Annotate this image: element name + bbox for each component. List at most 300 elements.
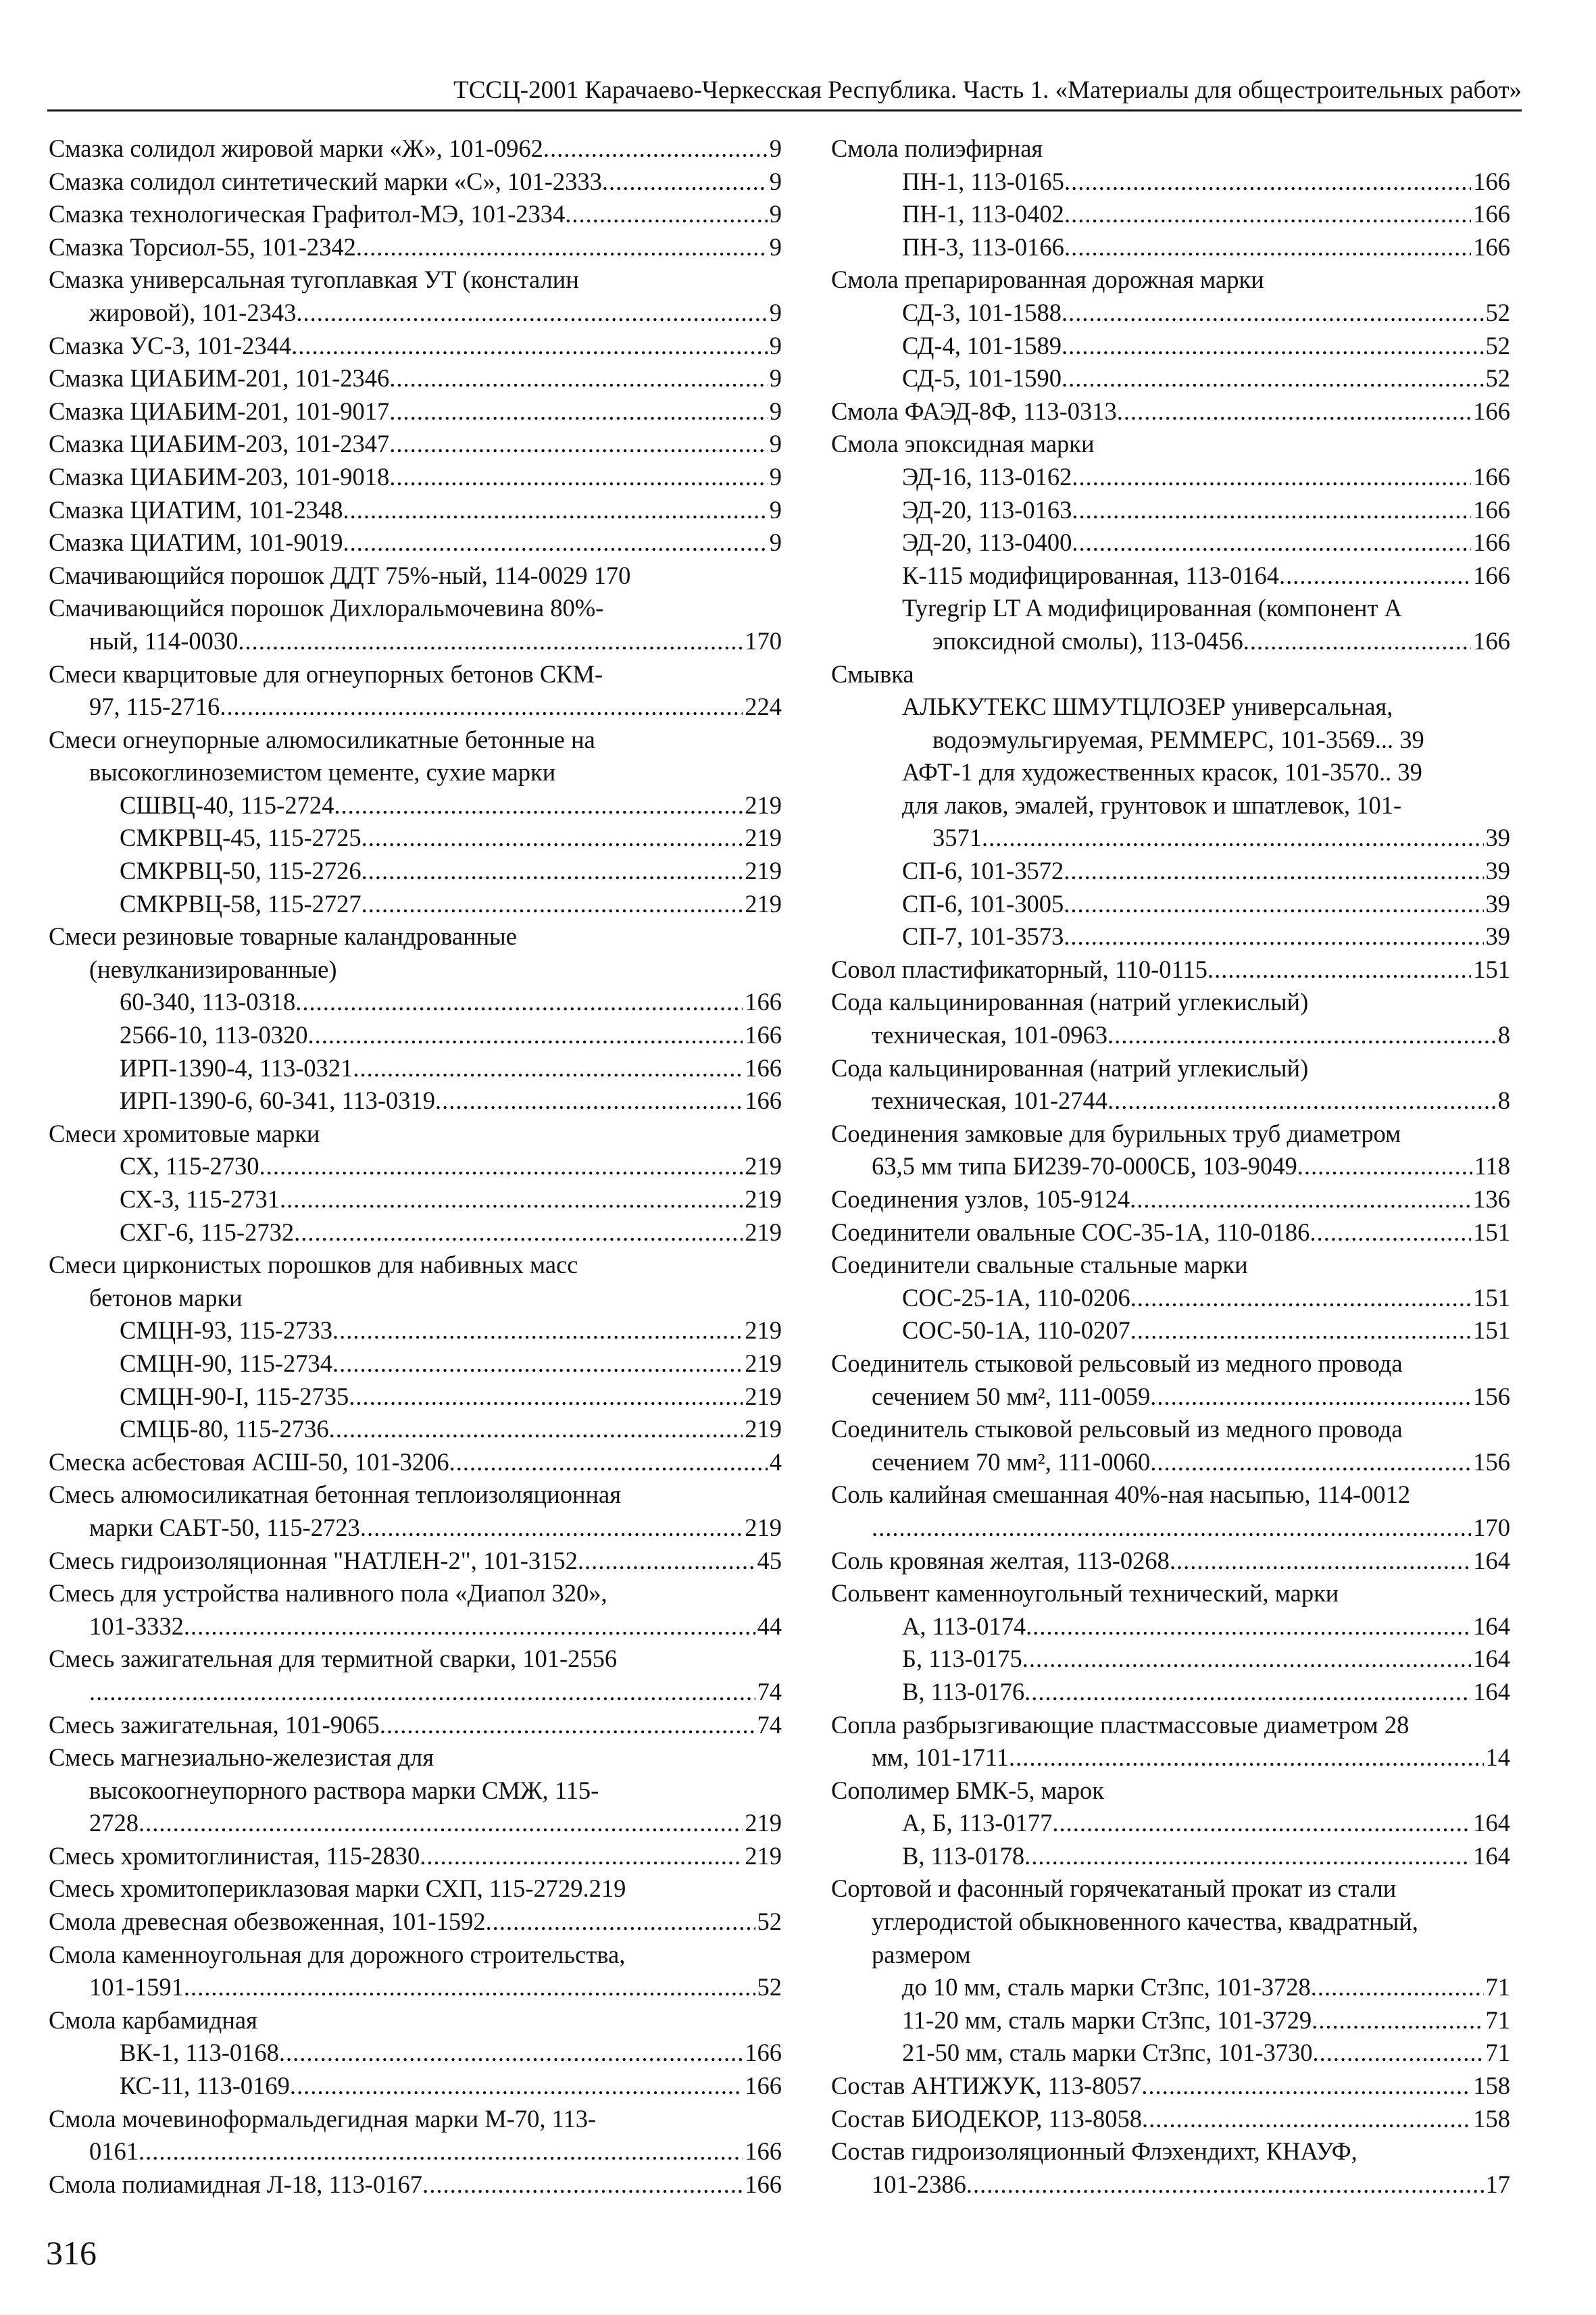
page-ref: 9 — [769, 134, 782, 162]
index-line — [49, 1971, 782, 2004]
page-ref: 17 — [1485, 2170, 1510, 2198]
page-ref: 39 — [1485, 889, 1510, 918]
page-ref: 9 — [769, 232, 782, 261]
entry-text: Сода кальцинированная (натрий углекислый) — [831, 1053, 1309, 1082]
entry-text: К-115 модифицированная, 113-0164 — [902, 561, 1279, 589]
entry-text: СОС-25-1А, 110-0206 — [902, 1283, 1130, 1312]
page-ref: 74 — [757, 1710, 782, 1739]
index-entry — [831, 1709, 1510, 1774]
entry-text: Смола препарированная дорожная марки — [831, 266, 1264, 294]
index-entry — [831, 2070, 1510, 2103]
entry-text: Смазка ЦИАТИМ, 101-9019 — [49, 528, 343, 557]
index-entry — [49, 1840, 782, 1873]
entry-text: В, 113-0178 — [902, 1841, 1025, 1870]
entry-text: ЭД-20, 113-0400 — [902, 528, 1072, 557]
entry-text: 60-340, 113-0318 — [120, 988, 296, 1016]
dot-leader — [332, 1314, 743, 1347]
index-entry — [831, 1545, 1510, 1578]
entry-text: СД-3, 101-1588 — [902, 298, 1062, 326]
entry-text: водоэмульгируемая, РЕММЕРС, 101-3569... 39 — [932, 725, 1424, 753]
dot-leader — [1141, 2070, 1471, 2103]
entry-text: Сода кальцинированная (натрий углекислый) — [831, 988, 1309, 1016]
index-line — [831, 1216, 1510, 1249]
entry-text: Смесь хромитоглинистая, 115-2830 — [49, 1841, 420, 1870]
index-line — [831, 2004, 1510, 2037]
page-ref: 136 — [1473, 1185, 1510, 1213]
page-ref: 52 — [1485, 331, 1510, 359]
index-entry — [831, 1347, 1510, 1413]
dot-leader — [1312, 2004, 1483, 2037]
entry-text: Смазка УС-3, 101-2344 — [49, 331, 292, 359]
page-ref: 158 — [1473, 2072, 1510, 2100]
index-entry — [831, 1249, 1510, 1282]
index-entry — [831, 198, 1510, 231]
dot-leader — [296, 297, 767, 330]
entry-text: техническая, 101-0963 — [872, 1021, 1107, 1049]
entry-text: Tyregrip LT A модифицированная (компонент А — [902, 594, 1402, 622]
page-ref: 158 — [1473, 2104, 1510, 2133]
index-line — [831, 855, 1510, 888]
entry-text: 63,5 мм типа БИ239-70-000СБ, 103-9049 — [872, 1152, 1297, 1180]
page-ref: 9 — [769, 331, 782, 359]
dot-leader — [259, 1150, 743, 1183]
dot-leader — [1072, 461, 1471, 494]
index-entry — [49, 1150, 782, 1183]
index-line — [831, 231, 1510, 264]
dot-leader — [220, 691, 743, 724]
index-entry — [49, 1709, 782, 1742]
page-ref: 52 — [757, 1973, 782, 2001]
dot-leader — [1312, 2037, 1483, 2070]
dot-leader — [1130, 1314, 1472, 1347]
page-ref: 166 — [1473, 626, 1510, 655]
page-ref: 9 — [769, 364, 782, 393]
entry-text: до 10 мм, сталь марки Ст3пс, 101-3728 — [902, 1973, 1311, 2001]
dot-leader — [361, 855, 743, 888]
entry-text: Смазка солидол синтетический марки «С», 101-2333 — [49, 167, 602, 195]
page-ref: 151 — [1473, 1283, 1510, 1312]
entry-text: Смеси резиновые товарные каландрованные — [49, 922, 517, 951]
page-ref: 219 — [745, 1809, 782, 1837]
dot-leader — [1310, 1216, 1471, 1249]
index-column-right — [831, 132, 1510, 2201]
header-rule — [47, 109, 1522, 111]
index-line — [49, 1380, 782, 1414]
index-line — [49, 1906, 782, 1939]
index-entry — [49, 1216, 782, 1249]
index-line — [49, 1413, 782, 1446]
index-line — [831, 2070, 1510, 2103]
entry-text: Смазка универсальная тугоплавкая УТ (консталин — [49, 266, 579, 294]
entry-text: Сополимер БМК-5, марок — [831, 1776, 1105, 1804]
entry-text: СОС-50-1А, 110-0207 — [902, 1316, 1130, 1345]
dot-leader — [279, 2037, 743, 2070]
entry-text: Смола полиамидная Л-18, 113-0167 — [49, 2170, 423, 2198]
index-entry — [49, 1939, 782, 2004]
entry-text: Соединители овальные СОС-35-1А, 110-0186 — [831, 1218, 1310, 1246]
index-entry — [49, 1478, 782, 1544]
entry-text: Смачивающийся порошок Дихлоральмочевина 80%- — [49, 594, 604, 622]
entry-text: Сольвент каменноугольный технический, марки — [831, 1579, 1339, 1608]
entry-text: Смачивающийся порошок ДДТ 75%-ный, 114-0029 170 — [49, 561, 631, 589]
dot-leader — [1297, 1150, 1472, 1183]
entry-text: высокоогнеупорного раствора марки СМЖ, 115- — [89, 1776, 599, 1804]
entry-text: 0161 — [89, 2137, 139, 2166]
index-line — [831, 297, 1510, 330]
dot-leader — [139, 1807, 743, 1840]
page-ref: 39 — [1485, 857, 1510, 885]
index-entry — [49, 428, 782, 461]
entry-text: Смазка ЦИАТИМ, 101-2348 — [49, 495, 343, 524]
page-ref: 170 — [745, 626, 782, 655]
index-entry — [49, 855, 782, 888]
index-line — [831, 1282, 1510, 1315]
index-line — [49, 691, 782, 724]
index-entry — [831, 888, 1510, 921]
entry-text: Смола каменноугольная для дорожного строительства, — [49, 1940, 626, 1968]
index-entry — [831, 1872, 1510, 1971]
index-line — [49, 1807, 782, 1840]
dot-leader — [295, 986, 743, 1019]
index-entry — [831, 494, 1510, 527]
dot-leader — [389, 461, 768, 494]
index-line — [831, 1741, 1510, 1774]
index-line — [831, 1019, 1510, 1052]
index-line — [831, 1676, 1510, 1709]
page-ref: 166 — [1473, 495, 1510, 524]
index-line — [49, 1512, 782, 1545]
index-entry — [49, 559, 782, 593]
index-entry — [831, 1840, 1510, 1873]
dot-leader — [543, 132, 768, 166]
dot-leader — [1064, 888, 1483, 921]
page-ref: 219 — [745, 1218, 782, 1246]
index-entry — [831, 132, 1510, 166]
index-line — [831, 920, 1510, 953]
entry-text: 11-20 мм, сталь марки Ст3пс, 101-3729 — [902, 2006, 1312, 2034]
running-header: ТССЦ-2001 Карачаево-Черкесская Республика. Часть 1. «Материалы для общестроительных работ» — [453, 76, 1522, 104]
entry-text: СП-6, 101-3005 — [902, 889, 1064, 918]
index-entry — [831, 2004, 1510, 2037]
index-line — [49, 625, 782, 658]
entry-text: ЭД-20, 113-0163 — [902, 495, 1072, 524]
page-ref: 4 — [769, 1447, 782, 1476]
entry-text: Смеси кварцитовые для огнеупорных бетонов СКМ- — [49, 659, 603, 688]
index-line — [49, 461, 782, 494]
index-line — [49, 1150, 782, 1183]
entry-text: АФТ-1 для художественных красок, 101-3570.. 39 — [902, 758, 1422, 787]
entry-text: ПН-3, 113-0166 — [902, 232, 1064, 261]
index-entry — [49, 1413, 782, 1446]
page-ref: 164 — [1473, 1841, 1510, 1870]
dot-leader — [1064, 198, 1471, 231]
index-entry — [831, 658, 1510, 691]
page-ref: 219 — [745, 1382, 782, 1410]
page-ref: 164 — [1473, 1645, 1510, 1673]
page-ref: 166 — [745, 2170, 782, 2198]
dot-leader — [238, 625, 743, 658]
index-line — [49, 1052, 782, 1085]
dot-leader — [1279, 559, 1471, 593]
index-line — [831, 1085, 1510, 1118]
index-entry — [831, 592, 1510, 657]
entry-text: Смазка ЦИАБИМ-203, 101-2347 — [49, 430, 390, 458]
dot-leader — [389, 395, 768, 428]
entry-text: Смесь алюмосиликатная бетонная теплоизоляционная — [49, 1480, 622, 1509]
entry-text: сечением 50 мм², 111-0059 — [872, 1382, 1151, 1410]
index-entry — [49, 1118, 782, 1151]
entry-text: Смеси хромитовые марки — [49, 1119, 320, 1147]
index-entry — [49, 658, 782, 724]
index-entry — [49, 724, 782, 789]
index-entry — [49, 1183, 782, 1216]
index-line — [49, 166, 782, 199]
page-ref: 219 — [745, 1152, 782, 1180]
entry-text: бетонов марки — [89, 1283, 243, 1312]
index-line — [49, 1216, 782, 1249]
dot-leader — [1130, 1282, 1472, 1315]
entry-text: Смола мочевиноформальдегидная марки М-70, 113- — [49, 2104, 597, 2133]
page-ref: 45 — [757, 1546, 782, 1574]
dot-leader — [565, 198, 768, 231]
dot-leader — [291, 330, 768, 363]
entry-text: Соединения узлов, 105-9124 — [831, 1185, 1130, 1213]
index-entry — [831, 855, 1510, 888]
entry-text: ИРП-1390-4, 113-0321 — [120, 1053, 353, 1082]
index-line — [831, 625, 1510, 658]
page-ref: 9 — [769, 528, 782, 557]
page-ref: 52 — [757, 1908, 782, 1936]
entry-text: углеродистой обыкновенного качества, квадратный, — [872, 1908, 1418, 1936]
entry-text: 97, 115-2716 — [89, 693, 220, 721]
entry-text: Смола древесная обезвоженная, 101-1592 — [49, 1908, 486, 1936]
index-line — [831, 198, 1510, 231]
index-line — [49, 1446, 782, 1479]
index-entry — [831, 986, 1510, 1051]
index-line — [831, 330, 1510, 363]
entry-text: СХ, 115-2730 — [120, 1152, 259, 1180]
page-ref: 166 — [1473, 200, 1510, 228]
entry-text: 101-1591 — [89, 1973, 184, 2001]
page-ref: 166 — [1473, 397, 1510, 425]
entry-text: Смеси огнеупорные алюмосиликатные бетонные на — [49, 725, 595, 753]
index-line — [49, 2037, 782, 2070]
index-entry — [831, 1807, 1510, 1840]
index-line — [49, 1840, 782, 1873]
entry-text: ЭД-16, 113-0162 — [902, 462, 1072, 491]
index-entry — [831, 1774, 1510, 1808]
entry-text: Сопла разбрызгивающие пластмассовые диаметром 28 — [831, 1710, 1410, 1739]
entry-text: Смесь хромитопериклазовая марки СХП, 115-2729.219 — [49, 1874, 626, 1903]
entry-text: СМЦН-93, 115-2733 — [120, 1316, 332, 1345]
index-entry — [831, 789, 1510, 855]
index-entry — [831, 1413, 1510, 1478]
index-entry — [49, 2037, 782, 2070]
entry-text: Соль кровяная желтая, 113-0268 — [831, 1546, 1170, 1574]
index-line — [831, 526, 1510, 559]
index-line — [49, 132, 782, 166]
entry-text: Состав БИОДЕКОР, 113-8058 — [831, 2104, 1143, 2133]
entry-text: Смесь зажигательная для термитной сварки, 101-2556 — [49, 1645, 618, 1673]
index-entry — [49, 461, 782, 494]
index-column-left — [49, 132, 782, 2201]
index-entry — [831, 559, 1510, 593]
dot-leader — [1024, 1676, 1471, 1709]
index-entry — [49, 362, 782, 395]
index-line — [831, 1840, 1510, 1873]
entry-text: Состав гидроизоляционный Флэхендихт, КНАУФ, — [831, 2137, 1357, 2166]
index-entry — [49, 198, 782, 231]
dot-leader — [1064, 920, 1483, 953]
index-line — [49, 362, 782, 395]
page-ref: 9 — [769, 430, 782, 458]
dot-leader — [1072, 526, 1471, 559]
page-ref: 166 — [745, 2072, 782, 2100]
entry-text: Соединители свальные стальные марки — [831, 1251, 1248, 1279]
index-line — [831, 1545, 1510, 1578]
index-entry — [831, 953, 1510, 987]
dot-leader — [1064, 855, 1483, 888]
entry-text: Смазка ЦИАБИМ-201, 101-9017 — [49, 397, 390, 425]
dot-leader — [307, 1019, 743, 1052]
dot-leader — [982, 822, 1484, 855]
entry-text: Смесь магнезиально-железистая для — [49, 1743, 434, 1772]
page-ref: 52 — [1485, 298, 1510, 326]
dot-leader — [602, 166, 768, 199]
dot-leader — [1062, 330, 1484, 363]
dot-leader — [1062, 362, 1484, 395]
index-line — [831, 822, 1510, 855]
dot-leader — [1024, 1840, 1471, 1873]
entry-text: ный, 114-0030 — [89, 626, 239, 655]
index-entry — [831, 395, 1510, 428]
entry-text: Смазка Торсиол-55, 101-2342 — [49, 232, 356, 261]
page-ref: 14 — [1485, 1743, 1510, 1772]
page-ref: 219 — [745, 1513, 782, 1541]
index-entry — [49, 1314, 782, 1347]
dot-leader — [343, 526, 767, 559]
entry-text: Сортовой и фасонный горячекатаный прокат из стали — [831, 1874, 1397, 1903]
page-ref: 9 — [769, 397, 782, 425]
entry-text: 101-3332 — [89, 1612, 184, 1640]
page-ref: 151 — [1473, 955, 1510, 983]
dot-leader — [1064, 231, 1471, 264]
index-entry — [49, 494, 782, 527]
page-ref: 9 — [769, 200, 782, 228]
entry-text: СХ-3, 115-2731 — [120, 1185, 280, 1213]
index-entry — [49, 166, 782, 199]
index-entry — [49, 2004, 782, 2037]
dot-leader — [486, 1906, 755, 1939]
index-line — [49, 428, 782, 461]
index-line — [49, 789, 782, 822]
entry-text: СП-7, 101-3573 — [902, 922, 1064, 951]
index-line — [49, 2070, 782, 2103]
index-entry — [831, 526, 1510, 559]
dot-leader — [139, 2135, 743, 2168]
page-ref: 39 — [1485, 922, 1510, 951]
index-entry — [49, 822, 782, 855]
index-entry — [831, 264, 1510, 297]
page-ref: 166 — [1473, 167, 1510, 195]
entry-text: А, 113-0174 — [902, 1612, 1026, 1640]
dot-leader — [1130, 1183, 1471, 1216]
entry-text: размером — [872, 1940, 971, 1968]
index-line — [49, 822, 782, 855]
page-ref: 9 — [769, 298, 782, 326]
index-entry — [49, 1085, 782, 1118]
entry-text: Состав АНТИЖУК, 113-8057 — [831, 2072, 1142, 2100]
dot-leader — [1072, 494, 1471, 527]
page-number: 316 — [46, 2234, 97, 2272]
page-ref: 219 — [745, 1349, 782, 1377]
index-entry — [831, 231, 1510, 264]
entry-text: 101-2386 — [872, 2170, 966, 2198]
index-line — [49, 1545, 782, 1578]
entry-text: СМКРВЦ-58, 115-2727 — [120, 889, 361, 918]
index-entry — [49, 2070, 782, 2103]
entry-text: ИРП-1390-6, 60-341, 113-0319 — [120, 1087, 436, 1115]
dot-leader — [329, 1413, 743, 1446]
page-ref: 9 — [769, 462, 782, 491]
index-entry — [831, 1478, 1510, 1544]
index-line — [49, 986, 782, 1019]
index-entry — [49, 1380, 782, 1414]
entry-text: Смола карбамидная — [49, 2006, 257, 2034]
index-line — [831, 1380, 1510, 1414]
dot-leader — [1026, 1610, 1471, 1643]
page-ref: 44 — [757, 1612, 782, 1640]
index-line — [49, 494, 782, 527]
index-line — [831, 1610, 1510, 1643]
page-ref: 151 — [1473, 1218, 1510, 1246]
index-entry — [831, 1314, 1510, 1347]
index-line — [49, 1085, 782, 1118]
index-line — [49, 395, 782, 428]
index-entry — [49, 888, 782, 921]
dot-leader — [361, 822, 743, 855]
index-line — [831, 1512, 1510, 1545]
dot-leader — [966, 2168, 1484, 2201]
entry-text: Соединения замковые для бурильных труб диаметром — [831, 1119, 1401, 1147]
entry-text: ВК-1, 113-0168 — [120, 2039, 279, 2067]
entry-text: марки САБТ-50, 115-2723 — [89, 1513, 360, 1541]
index-entry — [831, 1183, 1510, 1216]
dot-leader — [1107, 1085, 1496, 1118]
index-entry — [831, 1118, 1510, 1183]
entry-text: КС-11, 113-0169 — [120, 2072, 290, 2100]
entry-text: Смывка — [831, 659, 914, 688]
entry-text: техническая, 101-2744 — [872, 1087, 1107, 1115]
page-ref: 8 — [1497, 1087, 1510, 1115]
entry-text: СМЦН-90, 115-2734 — [120, 1349, 332, 1377]
dot-leader — [356, 231, 768, 264]
index-entry — [831, 1971, 1510, 2004]
page-ref: 118 — [1474, 1152, 1510, 1180]
page-ref: 219 — [745, 1841, 782, 1870]
index-entry — [49, 1872, 782, 1906]
index-entry — [49, 1019, 782, 1052]
index-line — [831, 494, 1510, 527]
index-entry — [49, 592, 782, 657]
index-entry — [831, 920, 1510, 953]
dot-leader — [343, 494, 767, 527]
index-line — [49, 231, 782, 264]
page-ref: 164 — [1473, 1546, 1510, 1574]
page-ref: 166 — [745, 1087, 782, 1115]
page-ref: 39 — [1485, 824, 1510, 852]
page-ref: 166 — [745, 1053, 782, 1082]
